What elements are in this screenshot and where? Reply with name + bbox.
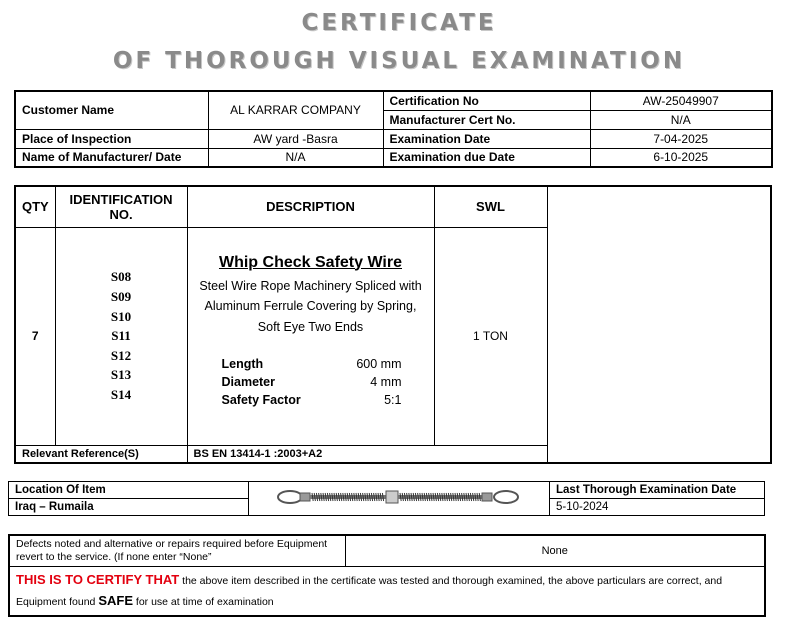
certificate-title: CERTIFICATE (301, 10, 497, 36)
mfr-name-value: N/A (208, 148, 383, 167)
description-title: Whip Check Safety Wire (218, 253, 402, 271)
spec-key: Length (221, 357, 264, 371)
exam-date-value: 7-04-2025 (590, 129, 772, 148)
certify-text-1: the above item described in the certificate was tested and thorough examined, the above particulars are correct, and Equipment found (16, 574, 723, 608)
identification-cell (55, 227, 187, 445)
items-table (14, 185, 772, 464)
identification-item: S10 (110, 308, 132, 324)
certify-text-2: for use at time of examination (132, 595, 274, 608)
certificate-subtitle: OF THOROUGH VISUAL EXAMINATION (112, 48, 686, 74)
description-cell (187, 227, 434, 445)
place-label: Place of Inspection (15, 129, 208, 148)
cert-no-value: AW-25049907 (590, 91, 772, 110)
spec-value: 600 mm (356, 357, 402, 371)
swl-value: 1 TON (434, 227, 547, 445)
identification-item: S09 (110, 289, 132, 305)
description-body: Steel Wire Rope Machinery Spliced with Aluminum Ferrule Covering by Spring, Soft Eye Two Ends (199, 278, 422, 334)
cert-no-label: Certification No (383, 91, 590, 110)
identification-item: S13 (110, 367, 132, 383)
certify-heading: THIS IS TO CERTIFY THAT (16, 571, 180, 587)
spec-row (222, 355, 402, 373)
last-exam-label: Last Thorough Examination Date (550, 482, 765, 499)
cable-image-cell (249, 482, 550, 516)
location-value: Iraq – Rumaila (9, 499, 249, 516)
identification-item: S11 (111, 328, 131, 344)
identification-item: S12 (110, 347, 132, 363)
id-header: IDENTIFICATION NO. (55, 186, 187, 227)
whip-check-cable-icon (274, 483, 524, 511)
blank-area (547, 186, 771, 463)
reference-value: BS EN 13414-1 :2003+A2 (187, 445, 547, 463)
info-table (14, 90, 773, 168)
identification-item: S08 (110, 269, 132, 285)
certify-safe: SAFE (98, 592, 133, 608)
qty-header: QTY (15, 186, 55, 227)
mfr-cert-label: Manufacturer Cert No. (383, 110, 590, 129)
defects-value: None (345, 535, 765, 566)
mfr-cert-value: N/A (590, 110, 772, 129)
spec-key: Safety Factor (221, 393, 301, 407)
spec-row (222, 391, 402, 409)
exam-due-label: Examination due Date (383, 148, 590, 167)
spec-row (222, 373, 402, 391)
identification-list (62, 267, 181, 404)
exam-due-value: 6-10-2025 (590, 148, 772, 167)
identification-item: S14 (110, 386, 132, 402)
customer-name-label: Customer Name (15, 91, 208, 129)
defects-label: Defects noted and alternative or repairs required before Equipment revert to the service. (If none enter “None” (9, 535, 345, 566)
customer-name-value: AL KARRAR COMPANY (208, 91, 383, 129)
last-exam-value: 5-10-2024 (550, 499, 765, 516)
place-value: AW yard -Basra (208, 129, 383, 148)
reference-label: Relevant Reference(S) (15, 445, 187, 463)
mfr-name-label: Name of Manufacturer/ Date (15, 148, 208, 167)
certification-statement (9, 566, 765, 616)
spec-key: Diameter (221, 375, 275, 389)
defects-table (8, 534, 766, 617)
swl-header: SWL (434, 186, 547, 227)
exam-date-label: Examination Date (383, 129, 590, 148)
spec-value: 4 mm (370, 375, 402, 389)
spec-list (222, 355, 402, 409)
cable-spring-right (400, 493, 480, 501)
location-label: Location Of Item (9, 482, 249, 499)
location-table (8, 481, 765, 516)
description-header: DESCRIPTION (187, 186, 434, 227)
qty-value: 7 (15, 227, 55, 445)
spec-value: 5:1 (384, 393, 402, 407)
